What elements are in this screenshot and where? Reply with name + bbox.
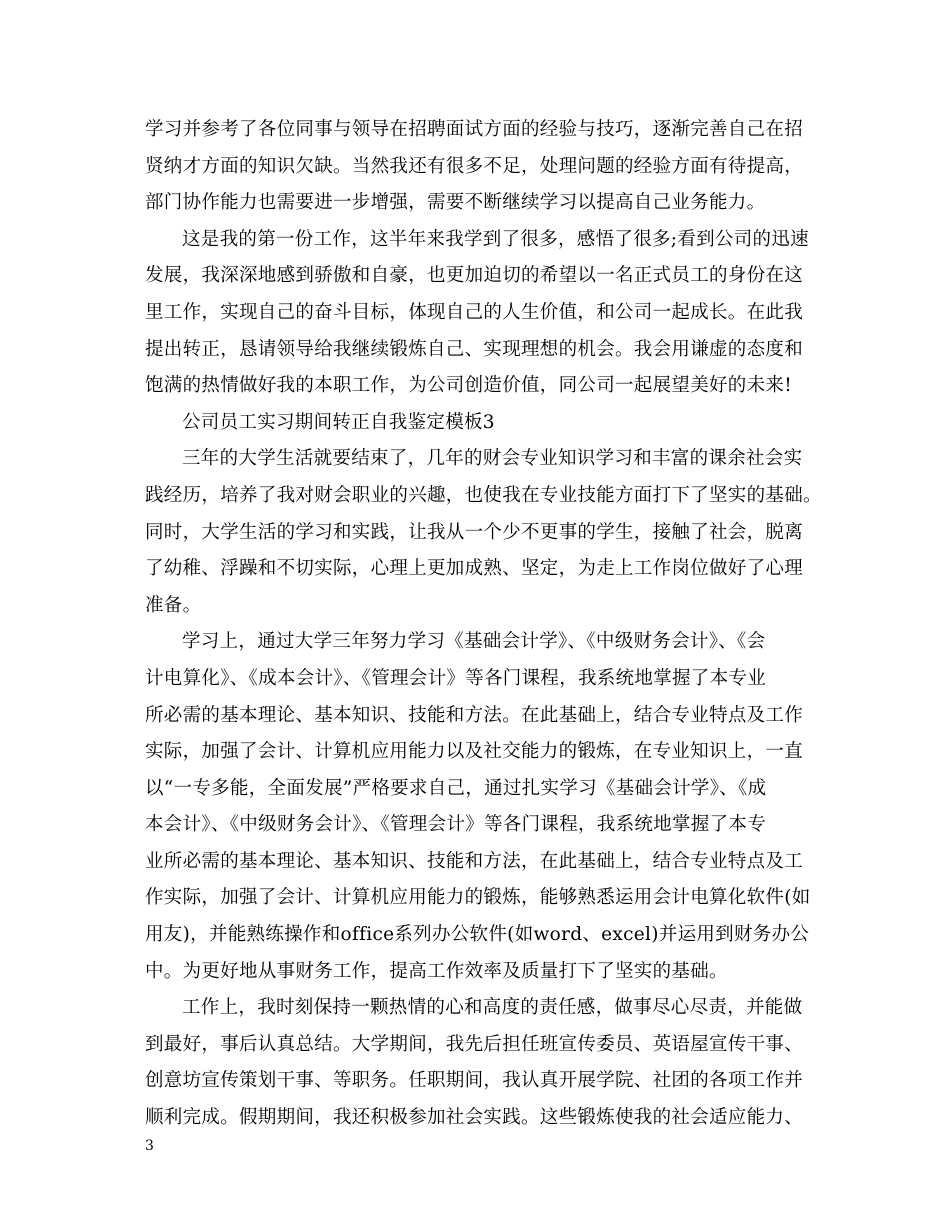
text-line: 工作上，我时刻保持一颗热情的心和高度的责任感，做事尽心尽责，并能做 [182, 997, 803, 1019]
text-line: 践经历，培养了我对财会职业的兴趣，也使我在专业技能方面打下了坚实的基础。 [145, 484, 822, 506]
document-body [145, 112, 822, 1137]
text-line: 公司员工实习期间转正自我鉴定模板3 [182, 411, 495, 433]
text-line: 计电算化》、《成本会计》、《管理会计》等各门课程，我系统地掌握了本专业 [145, 667, 767, 689]
text-line: 作实际，加强了会计、计算机应用能力的锻炼，能够熟悉运用会计电算化软件(如 [145, 887, 811, 909]
text-line: 同时，大学生活的学习和实践，让我从一个少不更事的学生，接触了社会，脱离 [145, 521, 804, 543]
text-line: 实际，加强了会计、计算机应用能力以及社交能力的锻炼，在专业知识上，一直 [145, 741, 804, 763]
text-line: 三年的大学生活就要结束了，几年的财会专业知识学习和丰富的课余社会实 [182, 448, 803, 470]
text-line: 顺利完成。假期期间，我还积极参加社会实践。这些锻炼使我的社会适应能力、 [145, 1107, 804, 1129]
text-line: 里工作，实现自己的奋斗目标，体现自己的人生价值，和公司一起成长。在此我 [145, 301, 804, 323]
text-line: 业所必需的基本理论、基本知识、技能和方法，在此基础上，结合专业特点及工 [145, 850, 804, 872]
text-line: 准备。 [145, 594, 202, 616]
text-line: 学习上，通过大学三年努力学习《基础会计学》、《中级财务会计》、《会 [182, 631, 766, 653]
text-line: 了幼稚、浮躁和不切实际，心理上更加成熟、坚定，为走上工作岗位做好了心理 [145, 558, 804, 580]
text-line: 这是我的第一份工作，这半年来我学到了很多，感悟了很多;看到公司的迅速 [182, 228, 809, 250]
text-line: 中。为更好地从事财务工作，提高工作效率及质量打下了坚实的基础。 [145, 960, 728, 982]
text-line: 提出转正，恳请领导给我继续锻炼自己、实现理想的机会。我会用谦虚的态度和 [145, 338, 804, 360]
text-line: 学习并参考了各位同事与领导在招聘面试方面的经验与技巧，逐渐完善自己在招 [145, 119, 804, 140]
page-number: 3 [145, 1138, 154, 1154]
text-line: 饱满的热情做好我的本职工作，为公司创造价值，同公司一起展望美好的未来! [145, 375, 792, 397]
text-line: 贤纳才方面的知识欠缺。当然我还有很多不足，处理问题的经验方面有待提高， [145, 155, 804, 177]
text-line: 创意坊宣传策划干事、等职务。任职期间，我认真开展学院、社团的各项工作并 [145, 1070, 804, 1092]
text-line: 以“一专多能，全面发展”严格要求自己，通过扎实学习《基础会计学》、《成 [145, 777, 767, 799]
text-line: 发展，我深深地感到骄傲和自豪，也更加迫切的希望以一名正式员工的身份在这 [145, 265, 804, 287]
text-line: 部门协作能力也需要进一步增强，需要不断继续学习以提高自己业务能力。 [145, 192, 766, 214]
text-line: 到最好，事后认真总结。大学期间，我先后担任班宣传委员、英语屋宣传干事、 [145, 1033, 804, 1055]
text-line: 用友)，并能熟练操作和office系列办公软件(如word、excel)并运用到财务办公 [145, 924, 810, 946]
text-line: 本会计》、《中级财务会计》、《管理会计》等各门课程，我系统地掌握了本专 [145, 814, 767, 836]
text-line: 所必需的基本理论、基本知识、技能和方法。在此基础上，结合专业特点及工作 [145, 704, 804, 726]
